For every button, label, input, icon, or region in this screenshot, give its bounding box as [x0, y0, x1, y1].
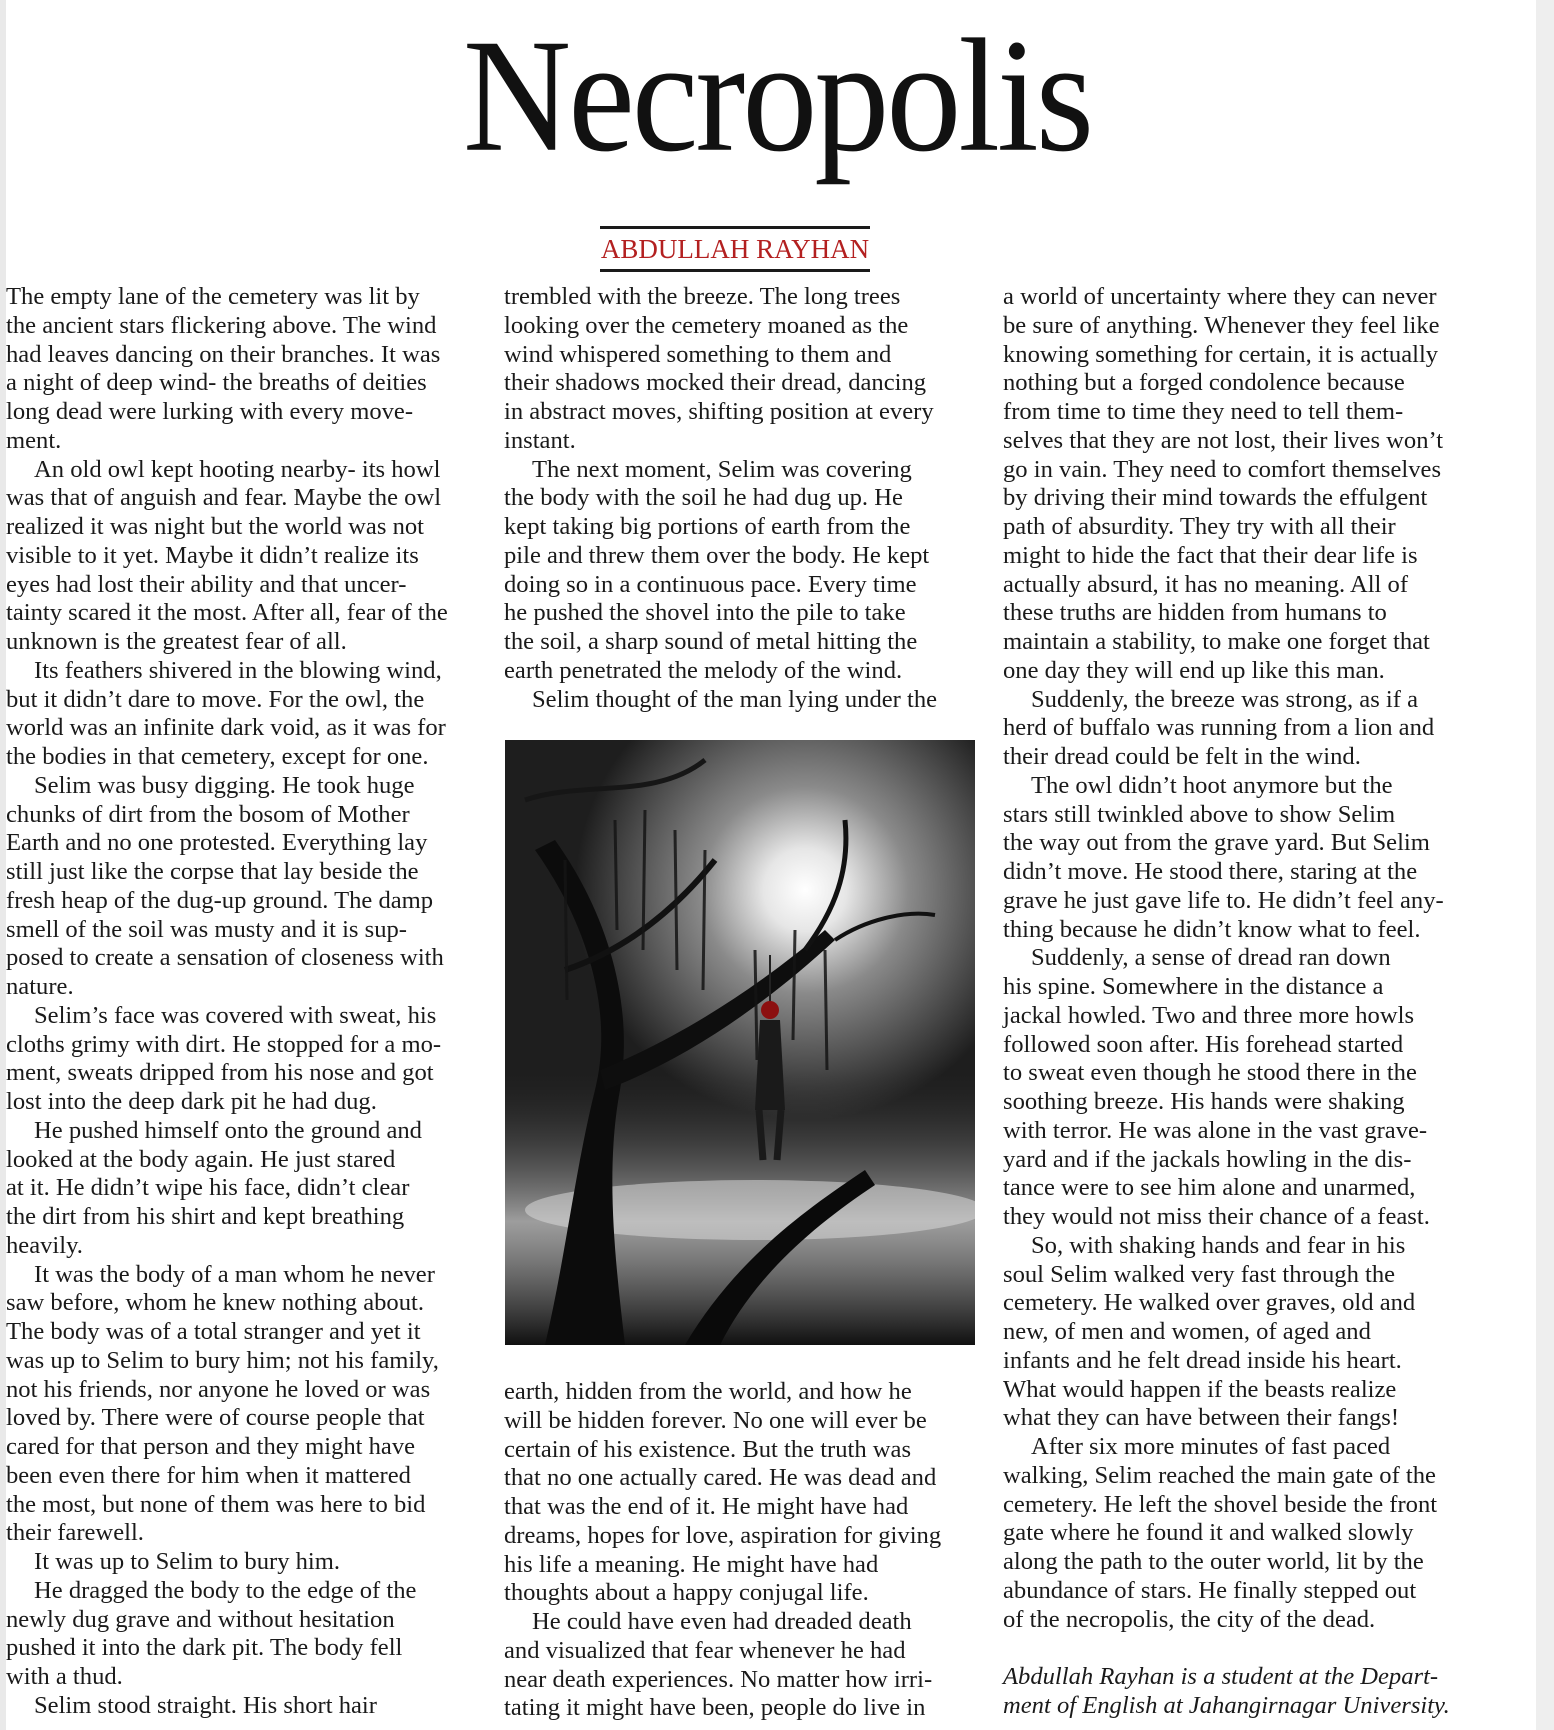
text-line: and visualized that fear whenever he had [504, 1636, 906, 1664]
text-line: lost into the deep dark pit he had dug. [6, 1088, 377, 1115]
text-line: trembled with the breeze. The long trees [504, 283, 901, 310]
text-line: realized it was night but the world was not [6, 513, 424, 540]
text-line: ment, sweats dripped from his nose and got [6, 1059, 434, 1087]
text-line: in abstract moves, shifting position at every [504, 398, 934, 425]
text-line: nothing but a forged condolence because [1003, 369, 1405, 397]
text-line: path of absurdity. They try with all their [1003, 513, 1396, 540]
text-line: maintain a stability, to make one forget that [1003, 628, 1430, 655]
text-line: dreams, hopes for love, aspiration for giving [504, 1521, 942, 1549]
text-line: knowing something for certain, it is actually [1003, 340, 1439, 368]
illustration-hanging-figure-tree-moon [505, 740, 975, 1345]
text-line: eyes had lost their ability and that uncer- [6, 570, 407, 598]
text-line: He dragged the body to the edge of the [34, 1576, 417, 1604]
text-line: with terror. He was alone in the vast grave- [1003, 1116, 1428, 1144]
text-line: unknown is the greatest fear of all. [6, 628, 347, 655]
text-line: saw before, whom he knew nothing about. [6, 1289, 424, 1317]
page-right-edge [1536, 0, 1554, 1730]
text-line: visible to it yet. Maybe it didn’t realize its [6, 541, 419, 569]
text-line: their dread could be felt in the wind. [1003, 743, 1361, 770]
text-line: jackal howled. Two and three more howls [1003, 1001, 1415, 1029]
illustration-svg [505, 740, 975, 1345]
text-line: was that of anguish and fear. Maybe the owl [6, 484, 442, 512]
text-line: kept taking big portions of earth from the [504, 513, 911, 540]
text-line: He could have even had dreaded death [532, 1608, 912, 1635]
text-line: was up to Selim to bury him; not his family, [6, 1346, 439, 1374]
text-line: the dirt from his shirt and kept breathing [6, 1203, 405, 1230]
text-line: It was up to Selim to bury him. [34, 1548, 341, 1575]
text-line: Earth and no one protested. Everything lay [6, 829, 428, 857]
text-line: pile and threw them over the body. He kept [504, 541, 930, 569]
text-line: be sure of anything. Whenever they feel like [1003, 311, 1440, 339]
text-line: long dead were lurking with every move- [6, 398, 414, 425]
text-line: An old owl kept hooting nearby- its howl [34, 455, 441, 483]
text-line: cemetery. He left the shovel beside the front [1003, 1490, 1438, 1518]
text-line: earth penetrated the melody of the wind. [504, 656, 903, 684]
text-line: he pushed the shovel into the pile to take [504, 599, 906, 627]
text-line: thoughts about a happy conjugal life. [504, 1579, 869, 1607]
text-line: Selim was busy digging. He took huge [34, 771, 415, 799]
text-line: one day they will end up like this man. [1003, 656, 1385, 684]
text-line: smell of the soil was musty and it is sup- [6, 915, 407, 943]
text-line: walking, Selim reached the main gate of the [1003, 1461, 1436, 1489]
text-line: tating it might have been, people do live in [504, 1694, 926, 1722]
text-line: wind whispered something to them and [504, 340, 892, 368]
text-line: infants and he felt dread inside his heart. [1003, 1346, 1402, 1374]
text-line: the most, but none of them was here to bid [6, 1490, 426, 1518]
text-line: Selim’s face was covered with sweat, his [34, 1001, 437, 1029]
text-line: what they can have between their fangs! [1003, 1404, 1400, 1432]
text-line: didn’t move. He stood there, staring at the [1003, 858, 1418, 885]
text-line: that was the end of it. He might have had [504, 1493, 909, 1520]
text-line: cared for that person and they might have [6, 1433, 416, 1460]
text-line: the body with the soil he had dug up. He [504, 484, 903, 512]
text-line: the bodies in that cemetery, except for one. [6, 743, 429, 770]
text-line: they would not miss their chance of a feast. [1003, 1203, 1430, 1230]
column-2-bottom [504, 1378, 982, 1723]
text-line: Its feathers shivered in the blowing wind, [34, 656, 442, 684]
author-byline: ABDULLAH RAYHAN [600, 226, 870, 272]
text-line: Selim stood straight. His short hair [34, 1691, 377, 1719]
text-line: go in vain. They need to comfort themselves [1003, 455, 1442, 483]
text-line: instant. [504, 426, 576, 454]
text-line: selves that they are not lost, their lives won’t [1003, 426, 1444, 454]
text-line: stars still twinkled above to show Selim [1003, 800, 1396, 828]
text-line: thing because he didn’t know what to feel. [1003, 915, 1421, 943]
text-line: a night of deep wind- the breaths of deities [6, 369, 427, 397]
text-line: soothing breeze. His hands were shaking [1003, 1088, 1405, 1115]
text-line: his spine. Somewhere in the distance a [1003, 973, 1384, 1000]
text-line: looked at the body again. He just stared [6, 1145, 396, 1173]
text-line: at it. He didn’t wipe his face, didn’t clear [6, 1174, 410, 1202]
text-line: fresh heap of the dug-up ground. The damp [6, 886, 434, 914]
text-line: After six more minutes of fast paced [1031, 1433, 1391, 1460]
text-line: will be hidden forever. No one will ever be [504, 1406, 927, 1434]
text-line: not his friends, nor anyone he loved or was [6, 1375, 431, 1403]
text-line: their farewell. [6, 1519, 144, 1547]
text-line: looking over the cemetery moaned as the [504, 311, 909, 339]
text-line: He pushed himself onto the ground and [34, 1116, 422, 1144]
text-line: soul Selim walked very fast through the [1003, 1260, 1396, 1288]
text-line: newly dug grave and without hesitation [6, 1605, 395, 1633]
text-line: Suddenly, the breeze was strong, as if a [1031, 685, 1419, 713]
text-line: The empty lane of the cemetery was lit by [6, 283, 420, 310]
text-line: cemetery. He walked over graves, old and [1003, 1289, 1416, 1317]
text-line: abundance of stars. He finally stepped out [1003, 1576, 1417, 1604]
text-line: gate where he found it and walked slowly [1003, 1519, 1414, 1547]
text-line: Abdullah Rayhan is a student at the Depart- [1003, 1663, 1439, 1690]
column-2-top [504, 283, 982, 714]
text-line: world was an infinite dark void, as it was for [6, 714, 446, 742]
text-line: What would happen if the beasts realize [1003, 1375, 1397, 1403]
article-title: Necropolis [462, 6, 1092, 186]
column-3 [1003, 283, 1481, 1721]
text-line: tance were to see him alone and unarmed, [1003, 1174, 1416, 1202]
text-line: Suddenly, a sense of dread ran down [1031, 944, 1391, 972]
author-bio [1003, 1663, 1481, 1721]
text-line: the ancient stars flickering above. The wind [6, 311, 437, 339]
text-line: still just like the corpse that lay beside the [6, 858, 419, 885]
hanging-figure-head [761, 1001, 779, 1019]
text-line: these truths are hidden from humans to [1003, 599, 1387, 627]
text-line: to sweat even though he stood there in the [1003, 1059, 1417, 1087]
text-line: posed to create a sensation of closeness with [6, 944, 444, 972]
text-line: actually absurd, it has no meaning. All of [1003, 570, 1409, 598]
text-line: but it didn’t dare to move. For the owl, the [6, 685, 425, 713]
text-line: Selim thought of the man lying under the [532, 685, 938, 713]
text-line: that no one actually cared. He was dead and [504, 1464, 937, 1492]
text-line: new, of men and women, of aged and [1003, 1318, 1371, 1345]
text-line: had leaves dancing on their branches. It was [6, 340, 441, 368]
text-line: So, with shaking hands and fear in his [1031, 1231, 1406, 1259]
text-line: The body was of a total stranger and yet it [6, 1318, 421, 1345]
text-line: pushed it into the dark pit. The body fell [6, 1634, 403, 1662]
text-line: along the path to the outer world, lit by the [1003, 1548, 1424, 1575]
text-line: loved by. There were of course people that [6, 1404, 425, 1432]
text-line: his life a meaning. He might have had [504, 1550, 879, 1578]
text-line: nature. [6, 973, 74, 1000]
text-line: near death experiences. No matter how irri- [504, 1665, 933, 1693]
text-line: heavily. [6, 1231, 83, 1259]
column-1 [6, 283, 484, 1721]
text-line: followed soon after. His forehead started [1003, 1030, 1404, 1058]
text-line: ment. [6, 426, 62, 454]
text-line: might to hide the fact that their dear life is [1003, 541, 1418, 569]
text-line: The owl didn’t hoot anymore but the [1031, 771, 1393, 799]
text-line: by driving their mind towards the effulgent [1003, 484, 1428, 512]
text-line: tainty scared it the most. After all, fear of the [6, 599, 448, 627]
text-line: herd of buffalo was running from a lion and [1003, 714, 1435, 742]
text-line: been even there for him when it mattered [6, 1461, 411, 1489]
text-line: ment of English at Jahangirnagar University. [1003, 1691, 1450, 1719]
text-line: the way out from the grave yard. But Selim [1003, 829, 1430, 857]
text-line: The next moment, Selim was covering [532, 455, 912, 483]
text-line: of the necropolis, the city of the dead. [1003, 1605, 1376, 1633]
text-line: chunks of dirt from the bosom of Mother [6, 800, 410, 828]
text-line: certain of his existence. But the truth was [504, 1435, 912, 1463]
text-line: their shadows mocked their dread, dancing [504, 369, 927, 397]
text-line: from time to time they need to tell them- [1003, 398, 1404, 425]
text-line: with a thud. [6, 1663, 123, 1690]
text-line: yard and if the jackals howling in the dis- [1003, 1145, 1412, 1173]
text-line: cloths grimy with dirt. He stopped for a mo- [6, 1030, 442, 1058]
text-line: doing so in a continuous pace. Every time [504, 570, 917, 598]
text-line: a world of uncertainty where they can never [1003, 283, 1437, 310]
column-3-text [1003, 283, 1481, 1634]
text-line: earth, hidden from the world, and how he [504, 1378, 912, 1405]
text-line: the soil, a sharp sound of metal hitting the [504, 628, 918, 655]
text-line: It was the body of a man whom he never [34, 1260, 435, 1288]
text-line: grave he just gave life to. He didn’t feel any- [1003, 886, 1444, 914]
